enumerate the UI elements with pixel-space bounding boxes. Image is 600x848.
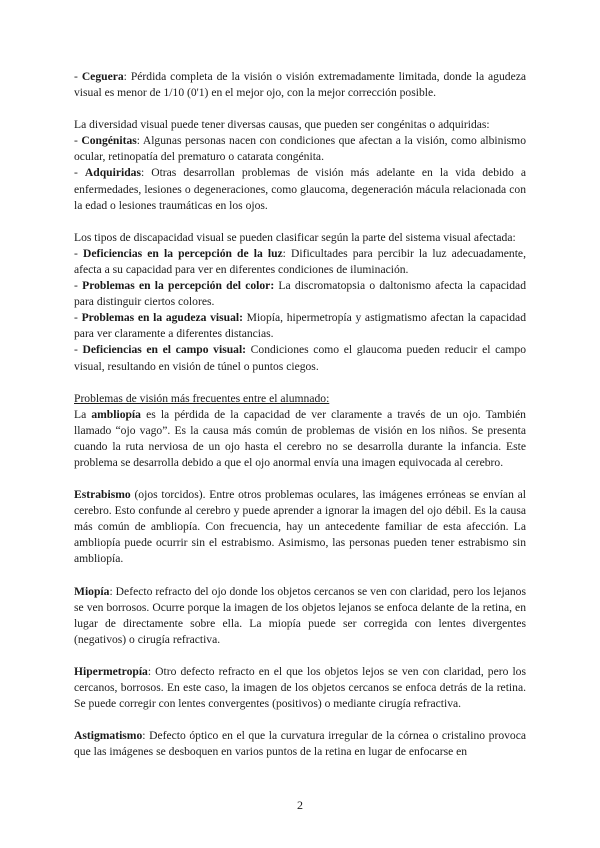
list-dash: - (74, 343, 83, 357)
term-ambliopia: ambliopía (91, 407, 141, 421)
list-dash: - (74, 134, 82, 148)
list-dash: - (74, 246, 83, 260)
term-astigmatismo: Astigmatismo (74, 729, 143, 743)
type-item-luz (74, 246, 526, 278)
paragraph-text: : Defecto refracto del ojo donde los objetos cercanos se ven con claridad, pero los lejanos se ven borrosos. Ocurre porque la imagen de los objetos lejanos se enfoca delante de la retina, en lugar de directamente sobre ella. La miopía puede ser corregida con lentes divergentes (negativos) o cirugía refractiva. (74, 584, 526, 646)
paragraph-ambliopia (74, 407, 526, 471)
term-ceguera: Ceguera (81, 70, 124, 83)
item-text: : Dificultades para percibir la luz adecuadamente, afecta a su capacidad para ver en diferentes condiciones de iluminación. (74, 246, 526, 276)
ceguera-definition (74, 69, 526, 101)
paragraph-text: : Defecto óptico en el que la curvatura irregular de la córnea o cristalino provoca que las imágenes se desboquen en varios puntos de la retina en lugar de enfocarse en (74, 729, 526, 759)
term-miopia: Miopía (74, 584, 110, 598)
type-item-agudeza (74, 310, 526, 342)
item-text: : Otras desarrollan problemas de visión más adelante en la vida debido a enfermedades, lesiones o degeneraciones, como glaucoma, degeneración mácula relacionada con la edad o lesiones traumáticas en los ojos. (74, 166, 526, 212)
list-dash: - (74, 166, 85, 180)
paragraph-miopia (74, 584, 526, 648)
term-color: Problemas en la percepción del color: (82, 279, 275, 293)
paragraph-astigmatismo (74, 728, 526, 760)
paragraph-estrabismo (74, 487, 526, 567)
cause-item-congenitas (74, 133, 526, 165)
page-number: 2 (297, 798, 303, 812)
paragraph-text: : Otro defecto refracto en el que los objetos lejos se ven con claridad, pero los cercanos, borrosos. En este caso, la imagen de los objetos cercanos se enfoca detrás de la retina. Se puede corregir con lentes convergentes (positivos) o mediante cirugía refractiva. (74, 664, 526, 711)
item-text: Condiciones como el glaucoma pueden reducir el campo visual, resultando en visión de túnel o puntos ciegos. (74, 343, 526, 373)
type-item-color (74, 278, 526, 310)
term-agudeza: Problemas en la agudeza visual: (81, 311, 243, 325)
term-estrabismo: Estrabismo (74, 488, 131, 502)
item-text: La discromatopsia o daltonismo afecta la capacidad para distinguir ciertos colores. (74, 279, 526, 309)
term-congenitas: Congénitas (81, 134, 137, 148)
causes-intro: La diversidad visual puede tener diversas causas, que pueden ser congénitas o adquiridas: (74, 118, 490, 132)
page-content (74, 69, 526, 760)
term-campo: Deficiencias en el campo visual: (82, 343, 247, 357)
type-item-campo (74, 342, 526, 374)
term-hipermetropia: Hipermetropía (74, 664, 148, 678)
item-text: : Algunas personas nacen con condiciones que afectan a la visión, como albinismo ocular, retinopatía del prematuro o catarata congénita. (74, 134, 526, 164)
cause-item-adquiridas (74, 165, 526, 213)
item-text: Miopía, hipermetropía y astigmatismo afectan la capacidad para ver claramente a diferentes distancias. (74, 311, 526, 341)
term-luz: Deficiencias en la percepción de la luz (82, 246, 283, 260)
types-intro: Los tipos de discapacidad visual se pueden clasificar según la parte del sistema visual afectada: (74, 230, 516, 244)
list-dash: - (74, 279, 83, 293)
term-adquiridas: Adquiridas (84, 166, 141, 180)
paragraph-text: (ojos torcidos). Entre otros problemas oculares, las imágenes erróneas se envían al cerebro. Esto confunde al cerebro y puede aprender a ignorar la imagen del ojo débil. Es la causa más común de ambliopía. Con frecuencia, hay un antecedente familiar de esta afección. La ambliopía puede ocurrir sin el estrabismo. Asimismo, las personas pueden tener estrabismo sin ambliopía. (74, 488, 526, 566)
section-heading: Problemas de visión más frecuentes entre el alumnado: (74, 391, 330, 405)
list-dash: - (74, 311, 82, 325)
definition-text: : Pérdida completa de la visión o visión extremadamente limitada, donde la agudeza visual es menor de 1/10 (0'1) en el mejor ojo, con la mejor corrección posible. (74, 70, 527, 100)
list-dash: - (74, 70, 82, 83)
paragraph-hipermetropia (74, 664, 526, 712)
paragraph-text: es la pérdida de la capacidad de ver claramente a través de un ojo. También llamado “ojo vago”. Es la causa más común de problemas de visión en los niños. Se presenta cuando la ruta nerviosa de un ojo hasta el cerebro no se desarrolla durante la infancia. Este problema se desarrolla debido a que el ojo anormal envía una imagen equivocada al cerebro. (74, 407, 526, 469)
paragraph-lead: La (74, 407, 92, 421)
